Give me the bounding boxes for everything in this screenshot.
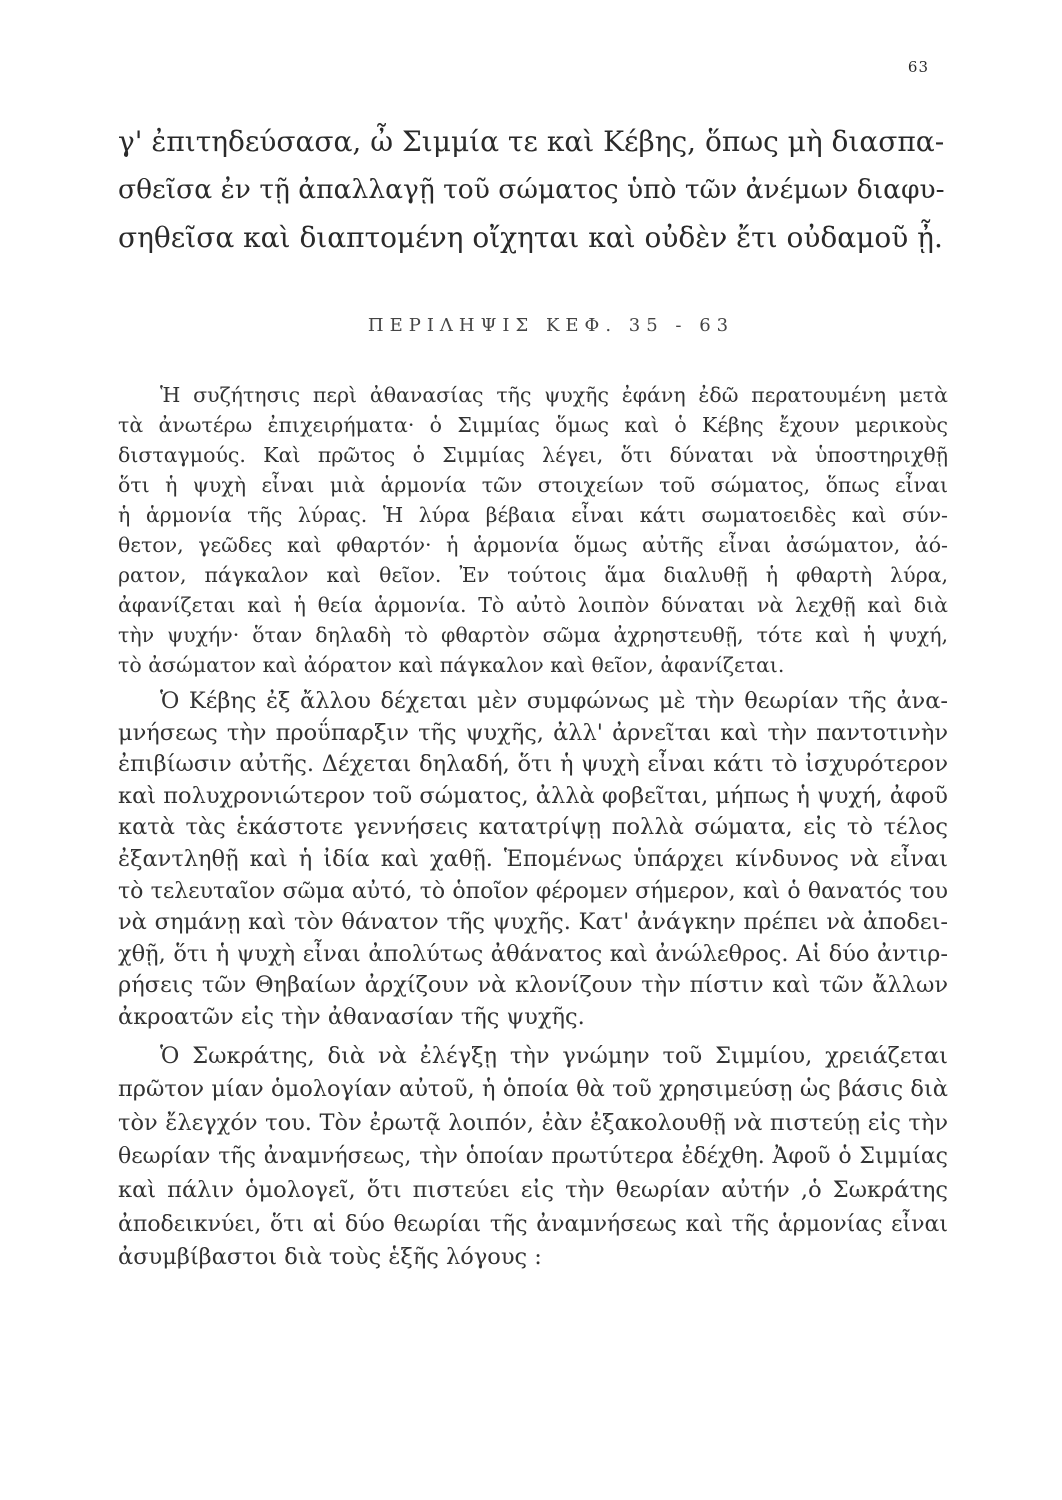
text-line: ἀσυμβίβαστοι διὰ τοὺς ἑξῆς λόγους : (118, 1244, 542, 1271)
text-line: μνήσεως τὴν προΰπαρξιν τῆς ψυχῆς, ἀλλ' ἀρνεῖται καὶ τὴν παντοτινὴν (118, 719, 948, 746)
text-line: πρῶτον μίαν ὁμολογίαν αὐτοῦ, ἡ ὁποία θὰ τοῦ χρησιμεύσῃ ὡς βάσις διὰ (118, 1076, 948, 1103)
text-line: ρήσεις τῶν Θηβαίων ἀρχίζουν νὰ κλονίζουν τὴν πίστιν καὶ τῶν ἄλλων (118, 972, 948, 999)
section-title: ΠΕΡΙΛΗΨΙΣ ΚΕΦ. 35 - 63 (367, 315, 735, 336)
text-line: ἐπιβίωσιν αὐτῆς. Δέχεται δηλαδή, ὅτι ἡ ψυχὴ εἶναι κάτι τὸ ἰσχυρότερον (118, 751, 948, 778)
paragraph (118, 1040, 948, 1275)
text-line: τὸν ἔλεγχόν του. Τὸν ἐρωτᾷ λοιπόν, ἐὰν ἐξακολουθῇ νὰ πιστεύῃ εἰς τὴν (118, 1109, 948, 1136)
text-line: καὶ πάλιν ὁμολογεῖ, ὅτι πιστεύει εἰς τὴν θεωρίαν αὐτήν ,ὁ Σωκράτης (118, 1176, 948, 1203)
text-line: Ὁ Κέβης ἐξ ἄλλου δέχεται μὲν συμφώνως μὲ τὴν θεωρίαν τῆς ἀνα- (160, 688, 948, 714)
text-line: ἀφανίζεται καὶ ἡ θεία ἁρμονία. Τὸ αὐτὸ λοιπὸν δύναται νὰ λεχθῇ καὶ διὰ (118, 593, 948, 617)
text-line: σθεῖσα ἐν τῇ ἀπαλλαγῇ τοῦ σώματος ὑπὸ τῶν ἀνέμων διαφυ- (118, 174, 945, 205)
paragraph (118, 686, 948, 1034)
text-line: δισταγμούς. Καὶ πρῶτος ὁ Σιμμίας λέγει, ὅτι δύναται νὰ ὑποστηριχθῇ (118, 443, 948, 467)
text-line: Ἡ συζήτησις περὶ ἀθανασίας τῆς ψυχῆς ἐφάνη ἐδῶ περατουμένη μετὰ (160, 383, 948, 407)
text-line: θετον, γεῶδες καὶ φθαρτόν· ἡ ἁρμονία ὅμως αὐτῆς εἶναι ἀσώματον, ἀό- (118, 533, 948, 557)
text-line: ρατον, πάγκαλον καὶ θεῖον. Ἐν τούτοις ἅμα διαλυθῇ ἡ φθαρτὴ λύρα, (118, 563, 948, 587)
text-line: θεωρίαν τῆς ἀναμνήσεως, τὴν ὁποίαν πρωτύτερα ἐδέχθη. Ἀφοῦ ὁ Σιμμίας (118, 1144, 948, 1170)
text-line: σηθεῖσα καὶ διαπτομένη οἴχηται καὶ οὐδὲν ἔτι οὐδαμοῦ ᾖ. (118, 221, 943, 254)
text-line: ἐξαντληθῇ καὶ ἡ ἰδία καὶ χαθῇ. Ἑπομένως ὑπάρχει κίνδυνος νὰ εἶναι (118, 845, 948, 872)
text-line: κατὰ τὰς ἑκάστοτε γεννήσεις κατατρίψῃ πολλὰ σώματα, εἰς τὸ τέλος (118, 814, 948, 841)
summary-body (118, 380, 948, 1281)
text-line: Ὁ Σωκράτης, διὰ νὰ ἐλέγξῃ τὴν γνώμην τοῦ Σιμμίου, χρειάζεται (160, 1042, 948, 1069)
page-number: 63 (907, 58, 929, 76)
text-line: τὸ ἀσώματον καὶ ἀόρατον καὶ πάγκαλον καὶ θεῖον, ἀφανίζεται. (118, 653, 785, 677)
text-line: γ' ἐπιτηδεύσασα, ὦ Σιμμία τε καὶ Κέβης, ὅπως μὴ διασπα- (118, 125, 945, 158)
text-line: νὰ σημάνῃ καὶ τὸν θάνατον τῆς ψυχῆς. Κατ' ἀνάγκην πρέπει νὰ ἀποδει- (118, 909, 948, 936)
intro-text (118, 118, 948, 262)
text-line: τὴν ψυχήν· ὅταν δηλαδὴ τὸ φθαρτὸν σῶμα ἀχρηστευθῇ, τότε καὶ ἡ ψυχή, (118, 623, 948, 647)
text-line: τὰ ἀνωτέρω ἐπιχειρήματα· ὁ Σιμμίας ὅμως καὶ ὁ Κέβης ἔχουν μερικοὺς (118, 413, 948, 437)
text-line: καὶ πολυχρονιώτερον τοῦ σώματος, ἀλλὰ φοβεῖται, μήπως ἡ ψυχή, ἀφοῦ (118, 782, 948, 809)
text-line: ἀκροατῶν εἰς τὴν ἀθανασίαν τῆς ψυχῆς. (118, 1003, 585, 1030)
text-line: ἀποδεικνύει, ὅτι αἱ δύο θεωρίαι τῆς ἀναμνήσεως καὶ τῆς ἁρμονίας εἶναι (118, 1211, 948, 1237)
text-line: ἡ ἁρμονία τῆς λύρας. Ἡ λύρα βέβαια εἶναι κάτι σωματοειδὲς καὶ σύν- (118, 503, 948, 527)
text-line: τὸ τελευταῖον σῶμα αὐτό, τὸ ὁποῖον φέρομεν σήμερον, καὶ ὁ θανατός του (118, 878, 948, 904)
text-line: χθῇ, ὅτι ἡ ψυχὴ εἶναι ἀπολύτως ἀθάνατος καὶ ἀνώλεθρος. Αἱ δύο ἀντιρ- (118, 940, 948, 967)
paragraph (118, 380, 948, 680)
text-line: ὅτι ἡ ψυχὴ εἶναι μιὰ ἁρμονία τῶν στοιχείων τοῦ σώματος, ὅπως εἶναι (118, 473, 948, 497)
